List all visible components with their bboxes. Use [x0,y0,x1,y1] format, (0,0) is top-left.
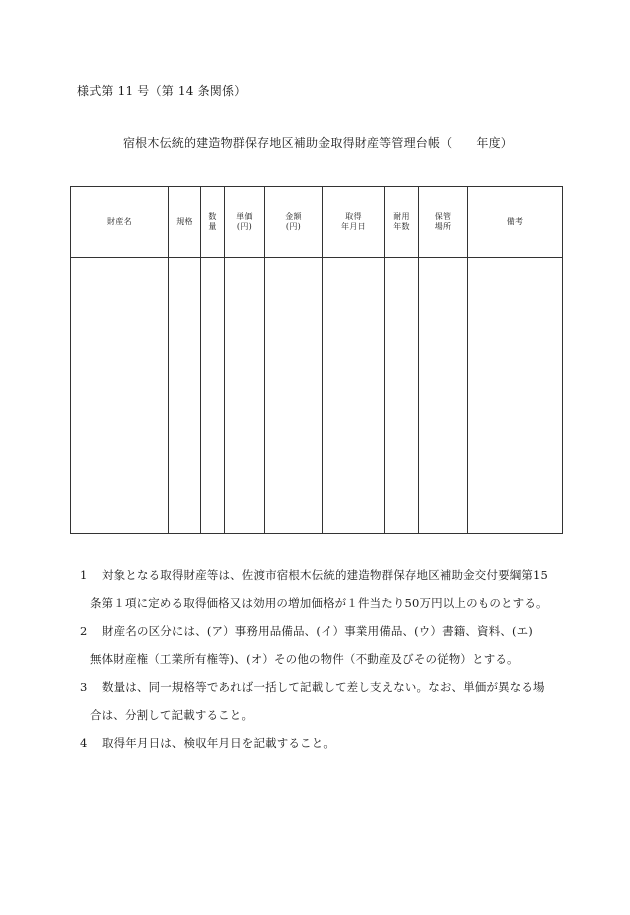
header-quantity: 数 量 [201,187,225,258]
note-1-line-2: 条第１項に定める取得価格又は効用の増加価格が１件当たり50万円以上のものとする。 [90,596,548,610]
cell-amount[interactable] [265,258,323,534]
asset-ledger-table [70,186,563,534]
note-2-line-1: 2 財産名の区分には、(ア）事務用品備品、(イ）事業用備品、(ウ）書籍、資料、(エ) [80,624,533,638]
header-amount: 金額 (円) [265,187,323,258]
document-title [0,135,630,151]
notes-section [80,567,560,763]
cell-asset-name[interactable] [71,258,169,534]
note-3-line-1: 3 数量は、同一規格等であれば一括して記載して差し支えない。なお、単価が異なる場 [80,680,545,694]
cell-unit-price[interactable] [225,258,265,534]
table-entry-row [71,258,563,534]
header-asset-name: 財産名 [71,187,169,258]
cell-specification[interactable] [169,258,201,534]
cell-useful-life[interactable] [385,258,419,534]
cell-acquisition-date[interactable] [323,258,385,534]
cell-remarks[interactable] [468,258,563,534]
cell-storage-location[interactable] [419,258,468,534]
header-unit-price: 単価 (円) [225,187,265,258]
note-2-line-2: 無体財産権（工業所有権等)、(オ）その他の物件（不動産及びその従物）とする。 [90,652,519,666]
header-remarks: 備考 [468,187,563,258]
title-main: 宿根木伝統的建造物群保存地区補助金取得財産等管理台帳（ [122,136,453,150]
form-number: 様式第 11 号（第 14 条関係） [77,84,247,98]
header-useful-life: 耐用 年数 [385,187,419,258]
cell-quantity[interactable] [201,258,225,534]
header-specification: 規格 [169,187,201,258]
note-3-line-2: 合は、分割して記載すること。 [90,708,254,722]
header-acquisition-date: 取得 年月日 [323,187,385,258]
note-4-line-1: 4 取得年月日は、検収年月日を記載すること。 [80,736,335,750]
header-storage-location: 保管 場所 [419,187,468,258]
title-suffix: 年度） [476,136,513,150]
note-1-line-1: 1 対象となる取得財産等は、佐渡市宿根木伝統的建造物群保存地区補助金交付要綱第15 [80,568,548,582]
table-header-row [71,187,563,258]
